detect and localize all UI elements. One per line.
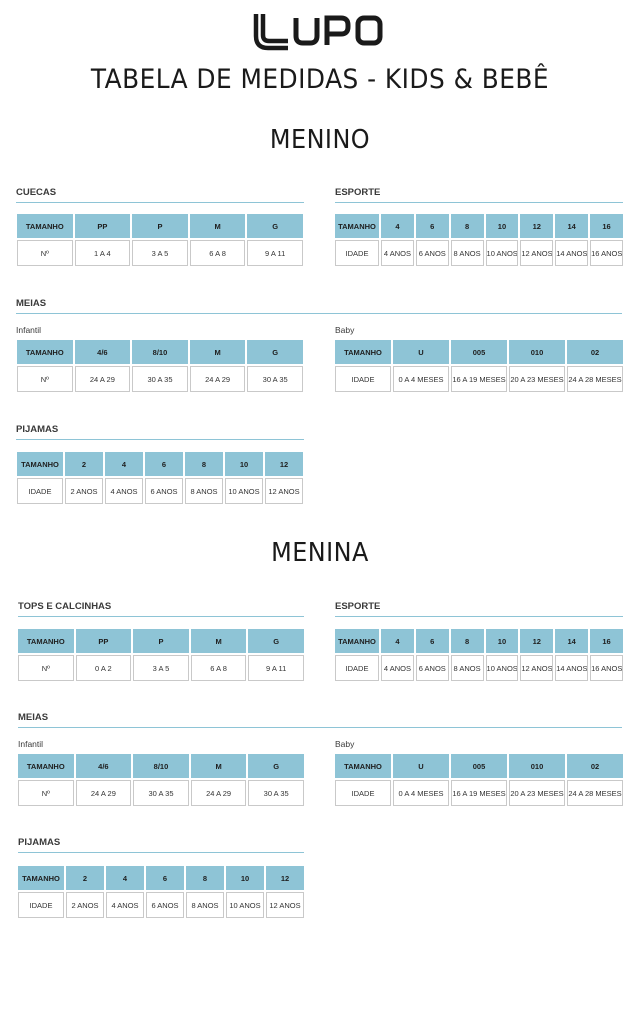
subcategory-label-infantil: Infantil — [18, 739, 44, 749]
table-meias-infantil — [16, 752, 306, 808]
table-header-cell: 4 — [106, 866, 144, 890]
table-row — [335, 240, 623, 266]
table-cell: 8 ANOS — [185, 478, 223, 504]
table-cell: 12 ANOS — [520, 240, 553, 266]
table-cell: 4 ANOS — [106, 892, 144, 918]
table-header-cell: TAMANHO — [335, 214, 379, 238]
table-meias-baby — [333, 752, 625, 808]
table-cell: 6 A 8 — [190, 240, 246, 266]
table-row — [18, 655, 304, 681]
table-header-cell: 12 — [520, 214, 553, 238]
table-cell: Nº — [18, 780, 74, 806]
table-header-cell: TAMANHO — [335, 754, 391, 778]
table-cell: IDADE — [335, 240, 379, 266]
table-esporte — [333, 212, 625, 268]
table-meias-baby — [333, 338, 625, 394]
table-header-cell: G — [248, 629, 304, 653]
table-cell: 4 ANOS — [381, 655, 414, 681]
lupo-logo — [0, 10, 640, 56]
table-header-cell: 4 — [381, 214, 414, 238]
table-header-cell: M — [191, 754, 247, 778]
table-cell: 4 ANOS — [105, 478, 143, 504]
table-header-cell: 010 — [509, 754, 565, 778]
category-title-pijamas: PIJAMAS — [18, 837, 304, 853]
table-header-cell: 16 — [590, 214, 623, 238]
table-row — [17, 478, 303, 504]
section-title-menina: MENINA — [271, 538, 369, 568]
table-cell: 2 ANOS — [66, 892, 104, 918]
table-cell: 24 A 28 MESES — [567, 780, 623, 806]
table-header-cell: 010 — [509, 340, 565, 364]
table-header-cell: 14 — [555, 629, 588, 653]
table-header-cell: 8 — [451, 214, 484, 238]
table-cell: IDADE — [335, 780, 391, 806]
table-header-cell: 12 — [265, 452, 303, 476]
table-meias-infantil — [15, 338, 305, 394]
table-header-row — [18, 629, 304, 653]
table-cell: 9 A 11 — [248, 655, 304, 681]
table-cell: 0 A 4 MESES — [393, 780, 449, 806]
table-cell: 8 ANOS — [186, 892, 224, 918]
table-header-cell: 6 — [145, 452, 183, 476]
table-cell: 8 ANOS — [451, 240, 484, 266]
table-header-cell: 4/6 — [76, 754, 132, 778]
table-header-cell: 14 — [555, 214, 588, 238]
table-cell: 0 A 2 — [76, 655, 132, 681]
table-cell: 6 ANOS — [416, 240, 449, 266]
table-cell: 12 ANOS — [265, 478, 303, 504]
table-header-row — [18, 866, 304, 890]
table-cell: 12 ANOS — [520, 655, 553, 681]
table-cell: 1 A 4 — [75, 240, 131, 266]
table-cell: 4 ANOS — [381, 240, 414, 266]
table-cell: Nº — [17, 240, 73, 266]
table-header-cell: 005 — [451, 754, 507, 778]
category-title-esporte: ESPORTE — [335, 187, 623, 203]
category-title-meias: MEIAS — [18, 712, 622, 728]
table-cell: 30 A 35 — [133, 780, 189, 806]
table-header-cell: PP — [75, 214, 131, 238]
table-cell: 24 A 29 — [191, 780, 247, 806]
category-title-pijamas: PIJAMAS — [16, 424, 304, 440]
category-title-esporte: ESPORTE — [335, 601, 623, 617]
table-cell: 24 A 28 MESES — [567, 366, 623, 392]
table-cell: 6 ANOS — [145, 478, 183, 504]
table-cell: 8 ANOS — [451, 655, 484, 681]
table-cell: 24 A 29 — [75, 366, 131, 392]
table-header-row — [335, 629, 623, 653]
lupo-logo-mark — [252, 10, 388, 52]
table-row — [17, 366, 303, 392]
table-header-cell: M — [191, 629, 247, 653]
table-row — [18, 892, 304, 918]
section-title-menino: MENINO — [269, 125, 371, 155]
table-pijamas — [15, 450, 305, 506]
table-header-cell: 8/10 — [133, 754, 189, 778]
table-cell: IDADE — [17, 478, 63, 504]
table-header-cell: M — [190, 214, 246, 238]
table-cell: 10 ANOS — [486, 240, 519, 266]
table-row — [335, 780, 623, 806]
table-header-cell: 16 — [590, 629, 623, 653]
table-header-cell: TAMANHO — [17, 214, 73, 238]
table-header-cell: TAMANHO — [17, 452, 63, 476]
table-cell: 0 A 4 MESES — [393, 366, 449, 392]
table-cell: 10 ANOS — [486, 655, 519, 681]
table-header-row — [18, 754, 304, 778]
subcategory-label-baby: Baby — [335, 739, 355, 749]
table-row — [18, 780, 304, 806]
table-cell: 24 A 29 — [190, 366, 246, 392]
table-header-cell: 8/10 — [132, 340, 188, 364]
table-header-row — [17, 452, 303, 476]
table-header-cell: 10 — [486, 629, 519, 653]
table-header-cell: 4 — [105, 452, 143, 476]
table-header-cell: 005 — [451, 340, 507, 364]
table-header-cell: TAMANHO — [335, 340, 391, 364]
table-cell: 16 A 19 MESES — [451, 366, 507, 392]
table-header-cell: P — [132, 214, 188, 238]
table-header-row — [335, 340, 623, 364]
table-cell: 9 A 11 — [247, 240, 303, 266]
table-header-cell: 12 — [520, 629, 553, 653]
table-cell: 30 A 35 — [132, 366, 188, 392]
table-header-cell: 6 — [416, 629, 449, 653]
category-title-cuecas: CUECAS — [16, 187, 304, 203]
table-header-cell: 10 — [225, 452, 263, 476]
table-header-cell: 6 — [146, 866, 184, 890]
table-header-cell: P — [133, 629, 189, 653]
table-header-cell: 6 — [416, 214, 449, 238]
table-cell: 30 A 35 — [247, 366, 303, 392]
table-header-cell: 10 — [486, 214, 519, 238]
table-header-cell: 8 — [186, 866, 224, 890]
table-cell: Nº — [18, 655, 74, 681]
table-cell: 2 ANOS — [65, 478, 103, 504]
table-cuecas — [15, 212, 305, 268]
table-header-cell: TAMANHO — [17, 340, 73, 364]
table-header-cell: 2 — [66, 866, 104, 890]
subcategory-label-baby: Baby — [335, 325, 355, 335]
table-header-cell: TAMANHO — [18, 754, 74, 778]
table-cell: 16 ANOS — [590, 240, 623, 266]
table-header-cell: 12 — [266, 866, 304, 890]
table-header-cell: 4 — [381, 629, 414, 653]
table-esporte — [333, 627, 625, 683]
table-header-cell: TAMANHO — [18, 629, 74, 653]
category-title-tops-e-calcinhas: TOPS E CALCINHAS — [18, 601, 304, 617]
table-cell: 6 ANOS — [146, 892, 184, 918]
table-header-cell: G — [247, 214, 303, 238]
table-row — [17, 240, 303, 266]
table-header-cell: 4/6 — [75, 340, 131, 364]
table-tops-e-calcinhas — [16, 627, 306, 683]
table-header-cell: G — [247, 340, 303, 364]
table-header-cell: 10 — [226, 866, 264, 890]
subcategory-label-infantil: Infantil — [16, 325, 42, 335]
table-header-cell: M — [190, 340, 246, 364]
table-header-cell: G — [248, 754, 304, 778]
table-header-cell: 2 — [65, 452, 103, 476]
table-cell: 20 A 23 MESES — [509, 366, 565, 392]
table-row — [335, 655, 623, 681]
table-cell: IDADE — [335, 366, 391, 392]
table-pijamas — [16, 864, 306, 920]
table-cell: 3 A 5 — [132, 240, 188, 266]
table-header-row — [17, 214, 303, 238]
table-cell: 24 A 29 — [76, 780, 132, 806]
table-cell: 20 A 23 MESES — [509, 780, 565, 806]
table-header-cell: TAMANHO — [335, 629, 379, 653]
table-row — [335, 366, 623, 392]
table-cell: 14 ANOS — [555, 240, 588, 266]
table-header-cell: 8 — [451, 629, 484, 653]
table-cell: Nº — [17, 366, 73, 392]
table-cell: IDADE — [18, 892, 64, 918]
table-cell: 10 ANOS — [225, 478, 263, 504]
category-title-meias: MEIAS — [16, 298, 622, 314]
table-header-row — [17, 340, 303, 364]
table-cell: 12 ANOS — [266, 892, 304, 918]
table-header-row — [335, 754, 623, 778]
table-cell: 6 A 8 — [191, 655, 247, 681]
table-cell: 16 ANOS — [590, 655, 623, 681]
table-cell: 10 ANOS — [226, 892, 264, 918]
table-cell: 16 A 19 MESES — [451, 780, 507, 806]
table-header-cell: PP — [76, 629, 132, 653]
table-cell: 3 A 5 — [133, 655, 189, 681]
table-cell: IDADE — [335, 655, 379, 681]
table-cell: 6 ANOS — [416, 655, 449, 681]
table-header-cell: U — [393, 340, 449, 364]
table-header-cell: TAMANHO — [18, 866, 64, 890]
table-header-cell: 02 — [567, 340, 623, 364]
page-title: TABELA DE MEDIDAS - KIDS & BEBÊ — [90, 64, 550, 95]
table-header-cell: 02 — [567, 754, 623, 778]
table-header-cell: 8 — [185, 452, 223, 476]
table-cell: 30 A 35 — [248, 780, 304, 806]
table-cell: 14 ANOS — [555, 655, 588, 681]
table-header-cell: U — [393, 754, 449, 778]
table-header-row — [335, 214, 623, 238]
